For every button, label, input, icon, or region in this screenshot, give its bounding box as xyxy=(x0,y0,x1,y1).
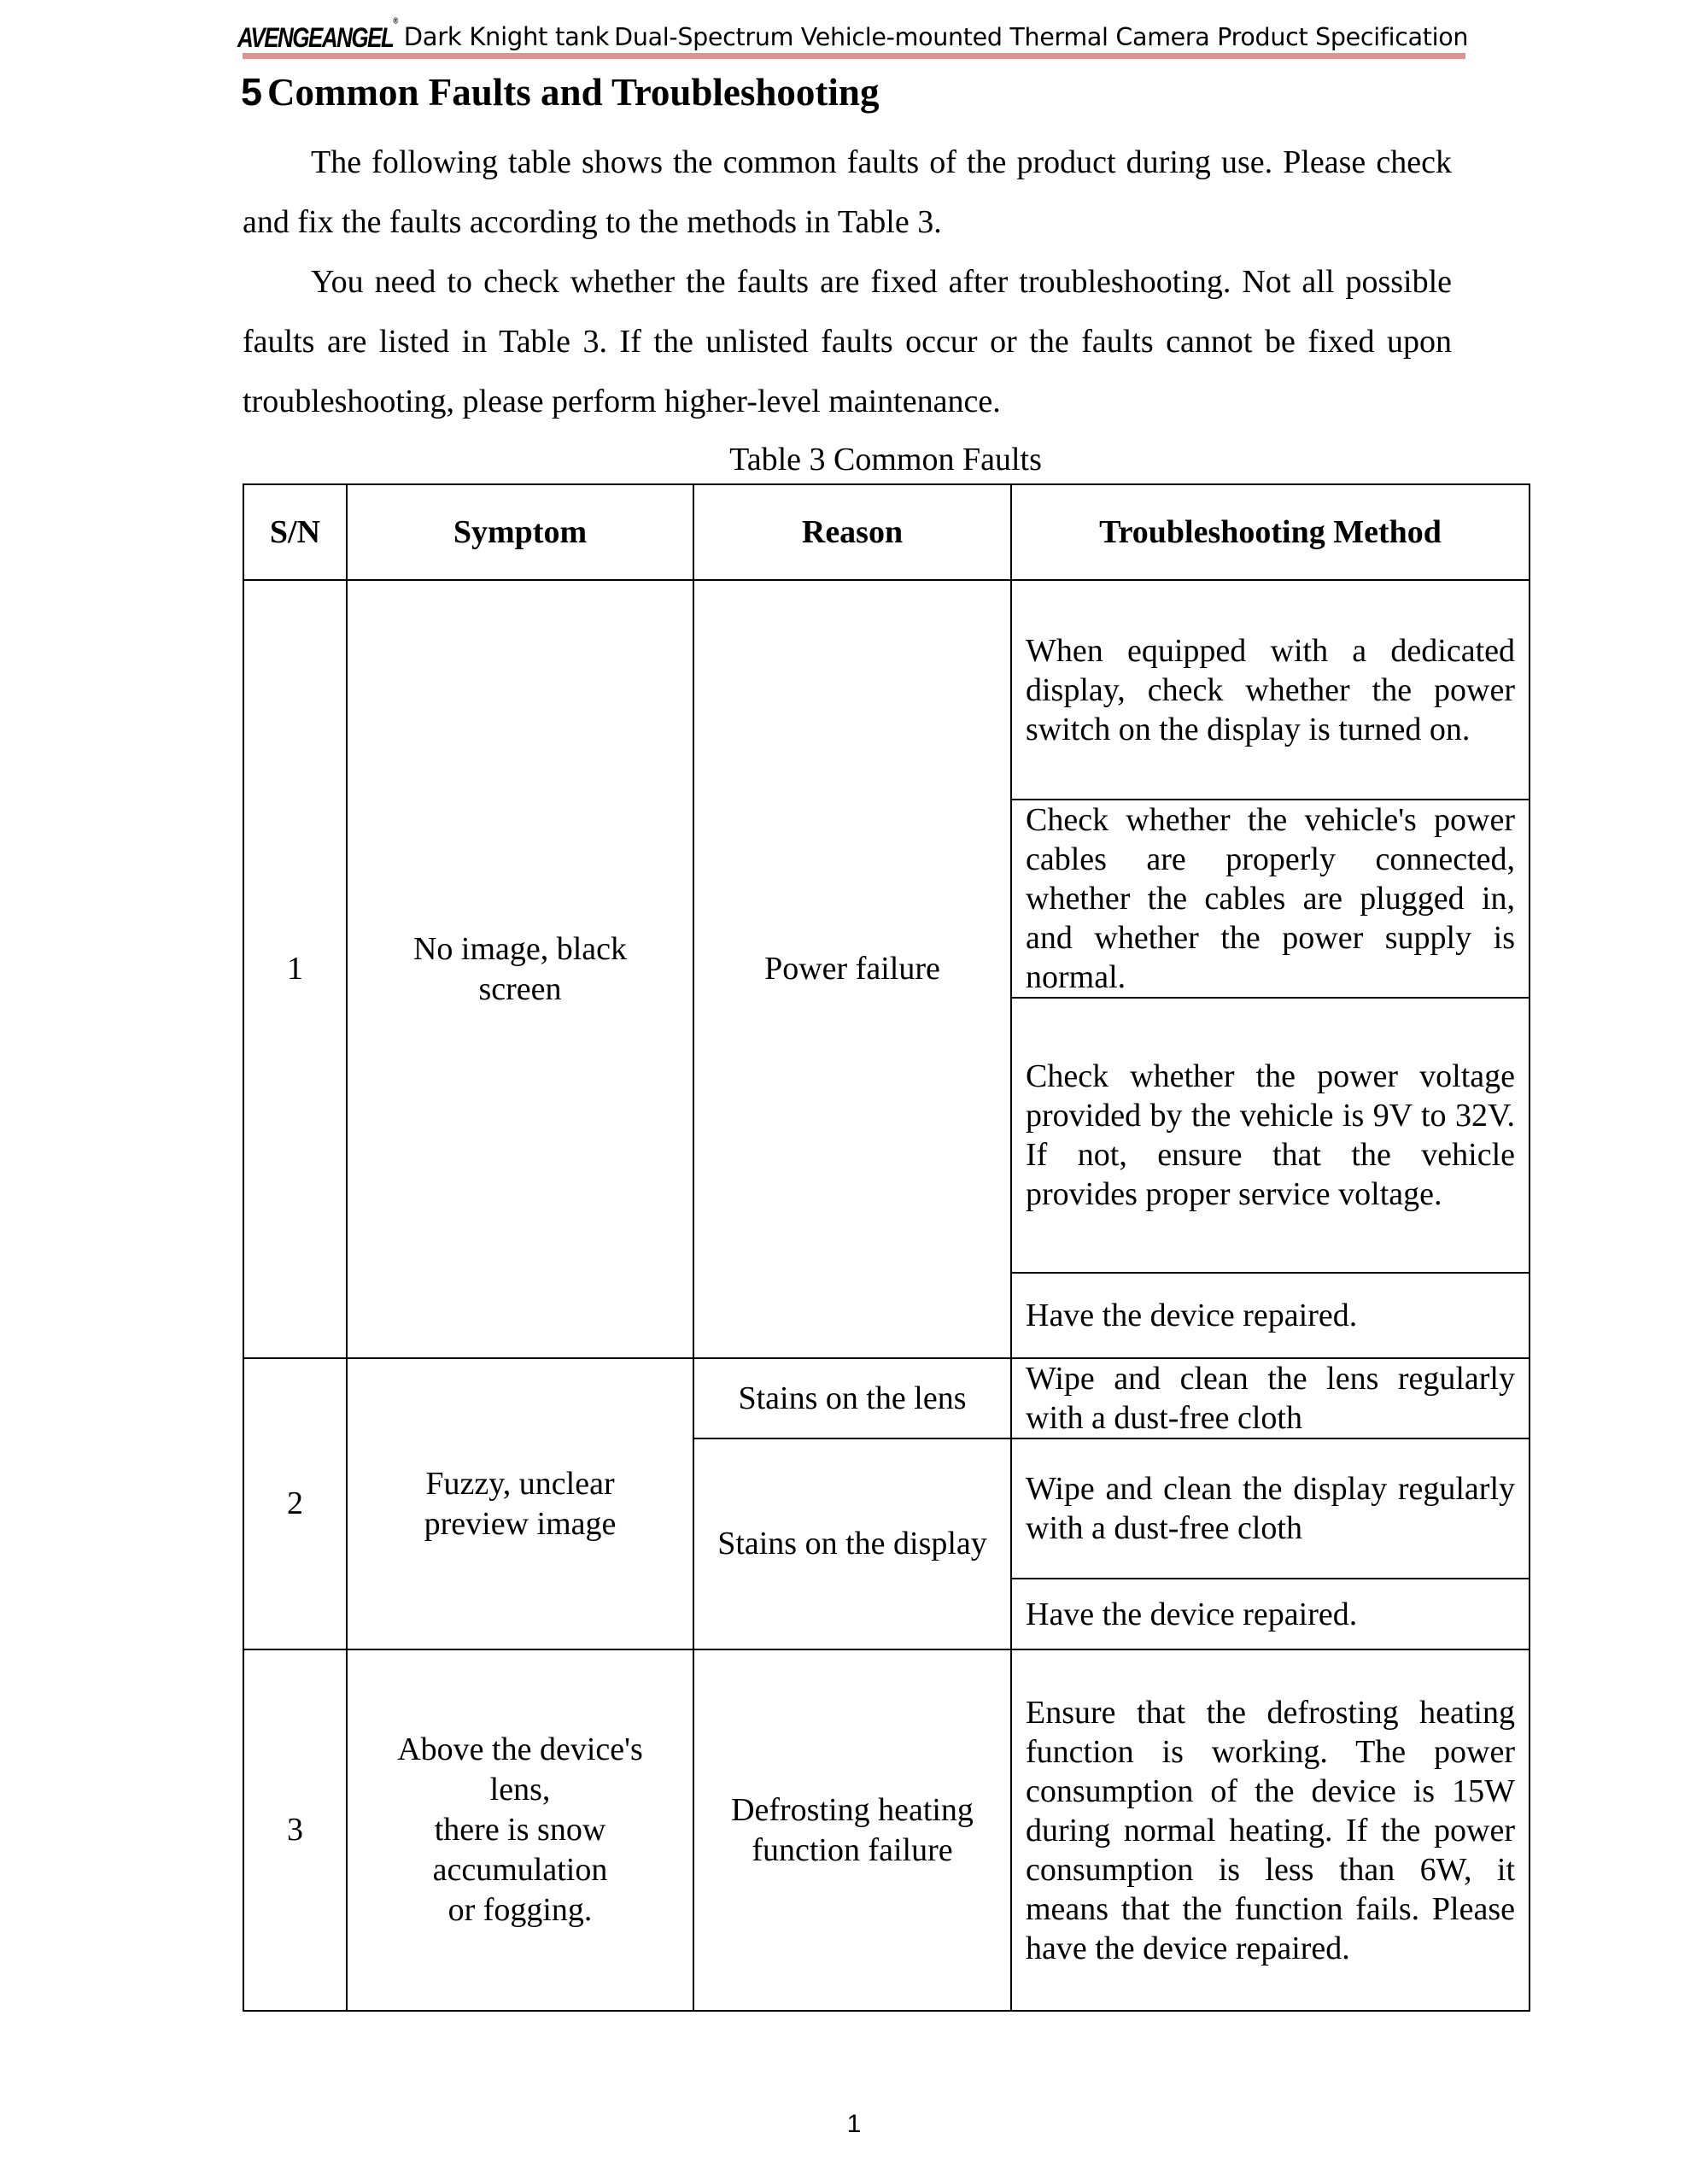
table-row xyxy=(243,580,1530,800)
cell-reason: Power failure xyxy=(693,580,1011,1358)
intro-paragraph xyxy=(243,132,1452,252)
document-subtitle: Dual-Spectrum Vehicle-mounted Thermal Camera Product Specification xyxy=(614,22,1469,51)
cell-method: Check whether the vehicle's power cables are properly connected, whether the cables are plugged in, and whether the power supply is normal. xyxy=(1011,800,1530,998)
section-number: 5 xyxy=(241,70,263,114)
cell-method: Ensure that the defrosting heating function is working. The power consumption of the device is 15W during normal heating. If the power consumption is less than 6W, it means that the function fails. Please have the device repaired. xyxy=(1011,1649,1530,2011)
table-row xyxy=(243,1649,1530,2011)
cell-method: Wipe and clean the lens regularly with a dust-free cloth xyxy=(1011,1358,1530,1438)
registered-mark: ® xyxy=(393,16,397,26)
column-header-method: Troubleshooting Method xyxy=(1011,484,1530,580)
product-name: Dark Knight tank xyxy=(403,21,610,51)
cell-sn: 2 xyxy=(243,1358,347,1649)
cell-symptom xyxy=(347,580,693,1358)
cell-method: When equipped with a dedicated display, check whether the power switch on the display is turned on. xyxy=(1011,580,1530,800)
cell-sn: 1 xyxy=(243,580,347,1358)
common-faults-table xyxy=(243,483,1530,2012)
brand-logo xyxy=(237,16,397,54)
symptom-text: Fuzzy, unclear preview image xyxy=(424,1465,617,1542)
cell-sn: 3 xyxy=(243,1649,347,2011)
symptom-text-line: there is snow accumulation or fogging. xyxy=(432,1812,608,1928)
cell-method: Check whether the power voltage provided by the vehicle is 9V to 32V. If not, ensure that the vehicle provides proper service voltage. xyxy=(1011,998,1530,1273)
column-header-sn: S/N xyxy=(243,484,347,580)
cell-symptom xyxy=(347,1649,693,2011)
note-paragraph xyxy=(243,252,1452,431)
table-caption: Table 3 Common Faults xyxy=(729,442,1042,478)
cell-reason: Stains on the lens xyxy=(693,1358,1011,1438)
paragraph-text: You need to check whether the faults are fixed after troubleshooting. Not all possible faults are listed in Table 3. If the unlisted faults occur or the faults cannot be fixed upon troubleshooting, please perform higher-level maintenance. xyxy=(243,264,1452,419)
table-header-row xyxy=(243,484,1530,580)
header-rule xyxy=(243,53,1465,59)
cell-symptom xyxy=(347,1358,693,1649)
symptom-text-line: Above the device's lens, xyxy=(397,1731,643,1808)
document-title xyxy=(403,21,1469,56)
paragraph-text: The following table shows the common faults of the product during use. Please check and fix the faults according to the methods in Table 3. xyxy=(243,144,1452,240)
cell-method: Have the device repaired. xyxy=(1011,1579,1530,1649)
cell-method: Have the device repaired. xyxy=(1011,1273,1530,1358)
brand-logo-text: AVENGEANGEL xyxy=(237,21,394,54)
column-header-reason: Reason xyxy=(693,484,1011,580)
cell-reason: Defrosting heating function failure xyxy=(693,1649,1011,2011)
cell-method: Wipe and clean the display regularly with a dust-free cloth xyxy=(1011,1438,1530,1579)
section-heading xyxy=(241,67,879,118)
column-header-symptom: Symptom xyxy=(347,484,693,580)
symptom-text: No image, black screen xyxy=(412,930,628,1007)
page-number: 1 xyxy=(846,2110,862,2138)
page-header xyxy=(237,12,1467,55)
table-row xyxy=(243,1358,1530,1438)
cell-reason: Stains on the display xyxy=(693,1438,1011,1649)
section-title-text: Common Faults and Troubleshooting xyxy=(267,71,880,114)
